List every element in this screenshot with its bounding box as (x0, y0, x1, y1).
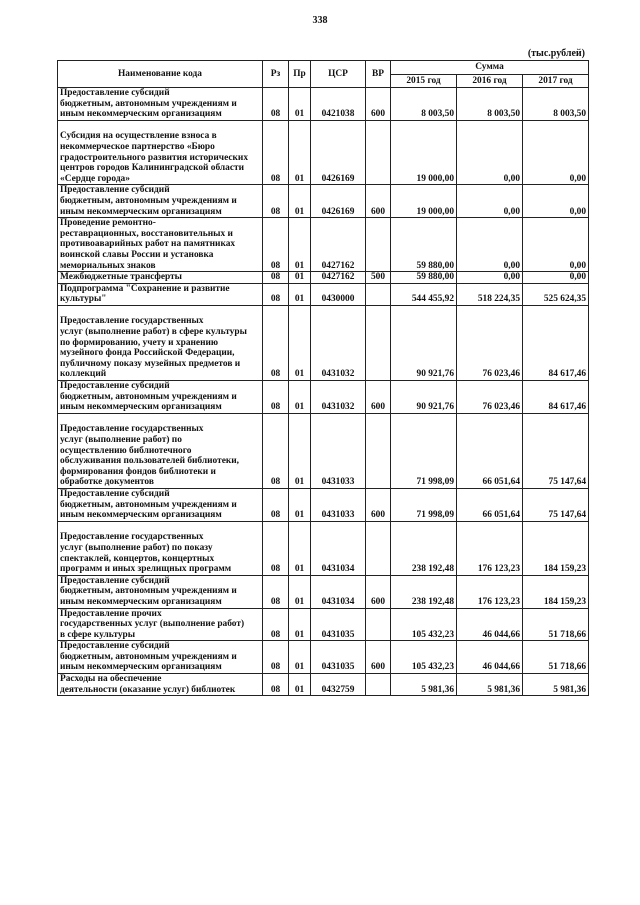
vr-code (366, 305, 391, 380)
csr-code: 0431035 (311, 641, 366, 674)
table-row (58, 185, 589, 218)
pr-code: 01 (289, 488, 311, 521)
table-row (58, 413, 589, 488)
amount-2016: 5 981,36 (457, 674, 523, 696)
amount-2017: 51 718,66 (523, 641, 589, 674)
vr-code: 600 (366, 488, 391, 521)
page-number: 338 (312, 15, 328, 26)
amount-2016: 46 044,66 (457, 608, 523, 641)
table-row (58, 88, 589, 121)
amount-2015: 90 921,76 (391, 381, 457, 414)
item-name: Предоставление государственных услуг (выполнение работ) по осуществлению библиотечного обслуживания пользователей библиотеки, формирования фондов библиотеки и обработке документов (58, 413, 263, 488)
csr-code: 0421038 (311, 88, 366, 121)
csr-code: 0431032 (311, 305, 366, 380)
header-csr: ЦСР (311, 61, 366, 88)
item-name: Предоставление субсидий бюджетным, автономным учреждениям и иным некоммерческим организациям (58, 641, 263, 674)
item-name: Предоставление субсидий бюджетным, автономным учреждениям и иным некоммерческим организациям (58, 88, 263, 121)
amount-2017: 184 159,23 (523, 575, 589, 608)
vr-code: 600 (366, 641, 391, 674)
amount-2017: 8 003,50 (523, 88, 589, 121)
amount-2017: 84 617,46 (523, 381, 589, 414)
amount-2016: 46 044,66 (457, 641, 523, 674)
item-name: Предоставление государственных услуг (выполнение работ) в сфере культуры по формированию, учету и хранению музейного фонда Российской Федерации, публичному показу музейных предметов и коллекций (58, 305, 263, 380)
rz-code: 08 (263, 381, 289, 414)
amount-2015: 59 880,00 (391, 272, 457, 284)
rz-code: 08 (263, 413, 289, 488)
amount-2017: 525 624,35 (523, 283, 589, 305)
units-label: (тыс.рублей) (527, 48, 585, 59)
csr-code: 0430000 (311, 283, 366, 305)
budget-table (57, 60, 589, 696)
csr-code: 0431034 (311, 521, 366, 575)
table-row (58, 575, 589, 608)
header-2015: 2015 год (391, 75, 457, 88)
amount-2015: 8 003,50 (391, 88, 457, 121)
pr-code: 01 (289, 674, 311, 696)
rz-code: 08 (263, 608, 289, 641)
amount-2016: 8 003,50 (457, 88, 523, 121)
pr-code: 01 (289, 120, 311, 185)
csr-code: 0427162 (311, 272, 366, 284)
amount-2016: 76 023,46 (457, 305, 523, 380)
header-rz: Рз (263, 61, 289, 88)
rz-code: 08 (263, 283, 289, 305)
pr-code: 01 (289, 641, 311, 674)
amount-2017: 0,00 (523, 218, 589, 272)
amount-2016: 76 023,46 (457, 381, 523, 414)
table-row (58, 120, 589, 185)
rz-code: 08 (263, 185, 289, 218)
vr-code: 600 (366, 381, 391, 414)
table-row (58, 608, 589, 641)
rz-code: 08 (263, 488, 289, 521)
table-row (58, 218, 589, 272)
vr-code (366, 608, 391, 641)
amount-2015: 19 000,00 (391, 185, 457, 218)
vr-code: 500 (366, 272, 391, 284)
vr-code (366, 521, 391, 575)
table-row (58, 488, 589, 521)
item-name: Межбюджетные трансферты (58, 272, 263, 284)
amount-2017: 0,00 (523, 120, 589, 185)
amount-2017: 5 981,36 (523, 674, 589, 696)
amount-2017: 75 147,64 (523, 488, 589, 521)
csr-code: 0426169 (311, 120, 366, 185)
item-name: Проведение ремонтно- реставрационных, восстановительных и противоаварийных работ на памятниках воинской славы России и установка мемориальных знаков (58, 218, 263, 272)
item-name: Предоставление субсидий бюджетным, автономным учреждениям и иным некоммерческим организациям (58, 575, 263, 608)
item-name: Расходы на обеспечение деятельности (оказание услуг) библиотек (58, 674, 263, 696)
header-2017: 2017 год (523, 75, 589, 88)
amount-2015: 238 192,48 (391, 575, 457, 608)
item-name: Предоставление субсидий бюджетным, автономным учреждениям и иным некоммерческим организациям (58, 381, 263, 414)
amount-2016: 176 123,23 (457, 575, 523, 608)
amount-2017: 0,00 (523, 185, 589, 218)
pr-code: 01 (289, 413, 311, 488)
pr-code: 01 (289, 381, 311, 414)
pr-code: 01 (289, 305, 311, 380)
pr-code: 01 (289, 218, 311, 272)
amount-2016: 0,00 (457, 272, 523, 284)
amount-2017: 75 147,64 (523, 413, 589, 488)
csr-code: 0431033 (311, 413, 366, 488)
table-row (58, 272, 589, 284)
amount-2017: 184 159,23 (523, 521, 589, 575)
vr-code: 600 (366, 185, 391, 218)
pr-code: 01 (289, 185, 311, 218)
table-row (58, 305, 589, 380)
csr-code: 0431032 (311, 381, 366, 414)
item-name: Субсидия на осуществление взноса в некоммерческое партнерство «Бюро градостроительного развития исторических центров городов Калининградской области «Сердце города» (58, 120, 263, 185)
table-row (58, 674, 589, 696)
amount-2015: 71 998,09 (391, 488, 457, 521)
rz-code: 08 (263, 120, 289, 185)
rz-code: 08 (263, 575, 289, 608)
amount-2016: 0,00 (457, 120, 523, 185)
csr-code: 0431035 (311, 608, 366, 641)
header-2016: 2016 год (457, 75, 523, 88)
header-sum: Сумма (391, 61, 589, 75)
table-row (58, 381, 589, 414)
pr-code: 01 (289, 521, 311, 575)
header-vr: ВР (366, 61, 391, 88)
pr-code: 01 (289, 88, 311, 121)
amount-2016: 0,00 (457, 218, 523, 272)
header-pr: Пр (289, 61, 311, 88)
amount-2015: 90 921,76 (391, 305, 457, 380)
rz-code: 08 (263, 641, 289, 674)
amount-2015: 19 000,00 (391, 120, 457, 185)
csr-code: 0431033 (311, 488, 366, 521)
table-row (58, 521, 589, 575)
csr-code: 0427162 (311, 218, 366, 272)
vr-code (366, 120, 391, 185)
vr-code (366, 413, 391, 488)
header-name: Наименование кода (58, 61, 263, 88)
csr-code: 0431034 (311, 575, 366, 608)
item-name: Подпрограмма "Сохранение и развитие культуры" (58, 283, 263, 305)
amount-2016: 0,00 (457, 185, 523, 218)
amount-2015: 71 998,09 (391, 413, 457, 488)
csr-code: 0432759 (311, 674, 366, 696)
table-body (58, 88, 589, 696)
amount-2016: 518 224,35 (457, 283, 523, 305)
amount-2015: 238 192,48 (391, 521, 457, 575)
item-name: Предоставление государственных услуг (выполнение работ) по показу спектаклей, концертов, концертных программ и иных зрелищных программ (58, 521, 263, 575)
amount-2017: 84 617,46 (523, 305, 589, 380)
rz-code: 08 (263, 674, 289, 696)
item-name: Предоставление субсидий бюджетным, автономным учреждениям и иным некоммерческим организациям (58, 185, 263, 218)
amount-2015: 544 455,92 (391, 283, 457, 305)
table-row (58, 641, 589, 674)
amount-2016: 66 051,64 (457, 413, 523, 488)
amount-2016: 66 051,64 (457, 488, 523, 521)
csr-code: 0426169 (311, 185, 366, 218)
rz-code: 08 (263, 305, 289, 380)
vr-code: 600 (366, 88, 391, 121)
pr-code: 01 (289, 608, 311, 641)
vr-code (366, 674, 391, 696)
amount-2015: 105 432,23 (391, 641, 457, 674)
vr-code (366, 283, 391, 305)
rz-code: 08 (263, 521, 289, 575)
amount-2015: 5 981,36 (391, 674, 457, 696)
item-name: Предоставление субсидий бюджетным, автономным учреждениям и иным некоммерческим организациям (58, 488, 263, 521)
pr-code: 01 (289, 575, 311, 608)
pr-code: 01 (289, 283, 311, 305)
amount-2015: 59 880,00 (391, 218, 457, 272)
rz-code: 08 (263, 218, 289, 272)
vr-code: 600 (366, 575, 391, 608)
amount-2017: 0,00 (523, 272, 589, 284)
amount-2016: 176 123,23 (457, 521, 523, 575)
pr-code: 01 (289, 272, 311, 284)
vr-code (366, 218, 391, 272)
amount-2015: 105 432,23 (391, 608, 457, 641)
item-name: Предоставление прочих государственных услуг (выполнение работ) в сфере культуры (58, 608, 263, 641)
table-row (58, 283, 589, 305)
amount-2017: 51 718,66 (523, 608, 589, 641)
rz-code: 08 (263, 272, 289, 284)
rz-code: 08 (263, 88, 289, 121)
